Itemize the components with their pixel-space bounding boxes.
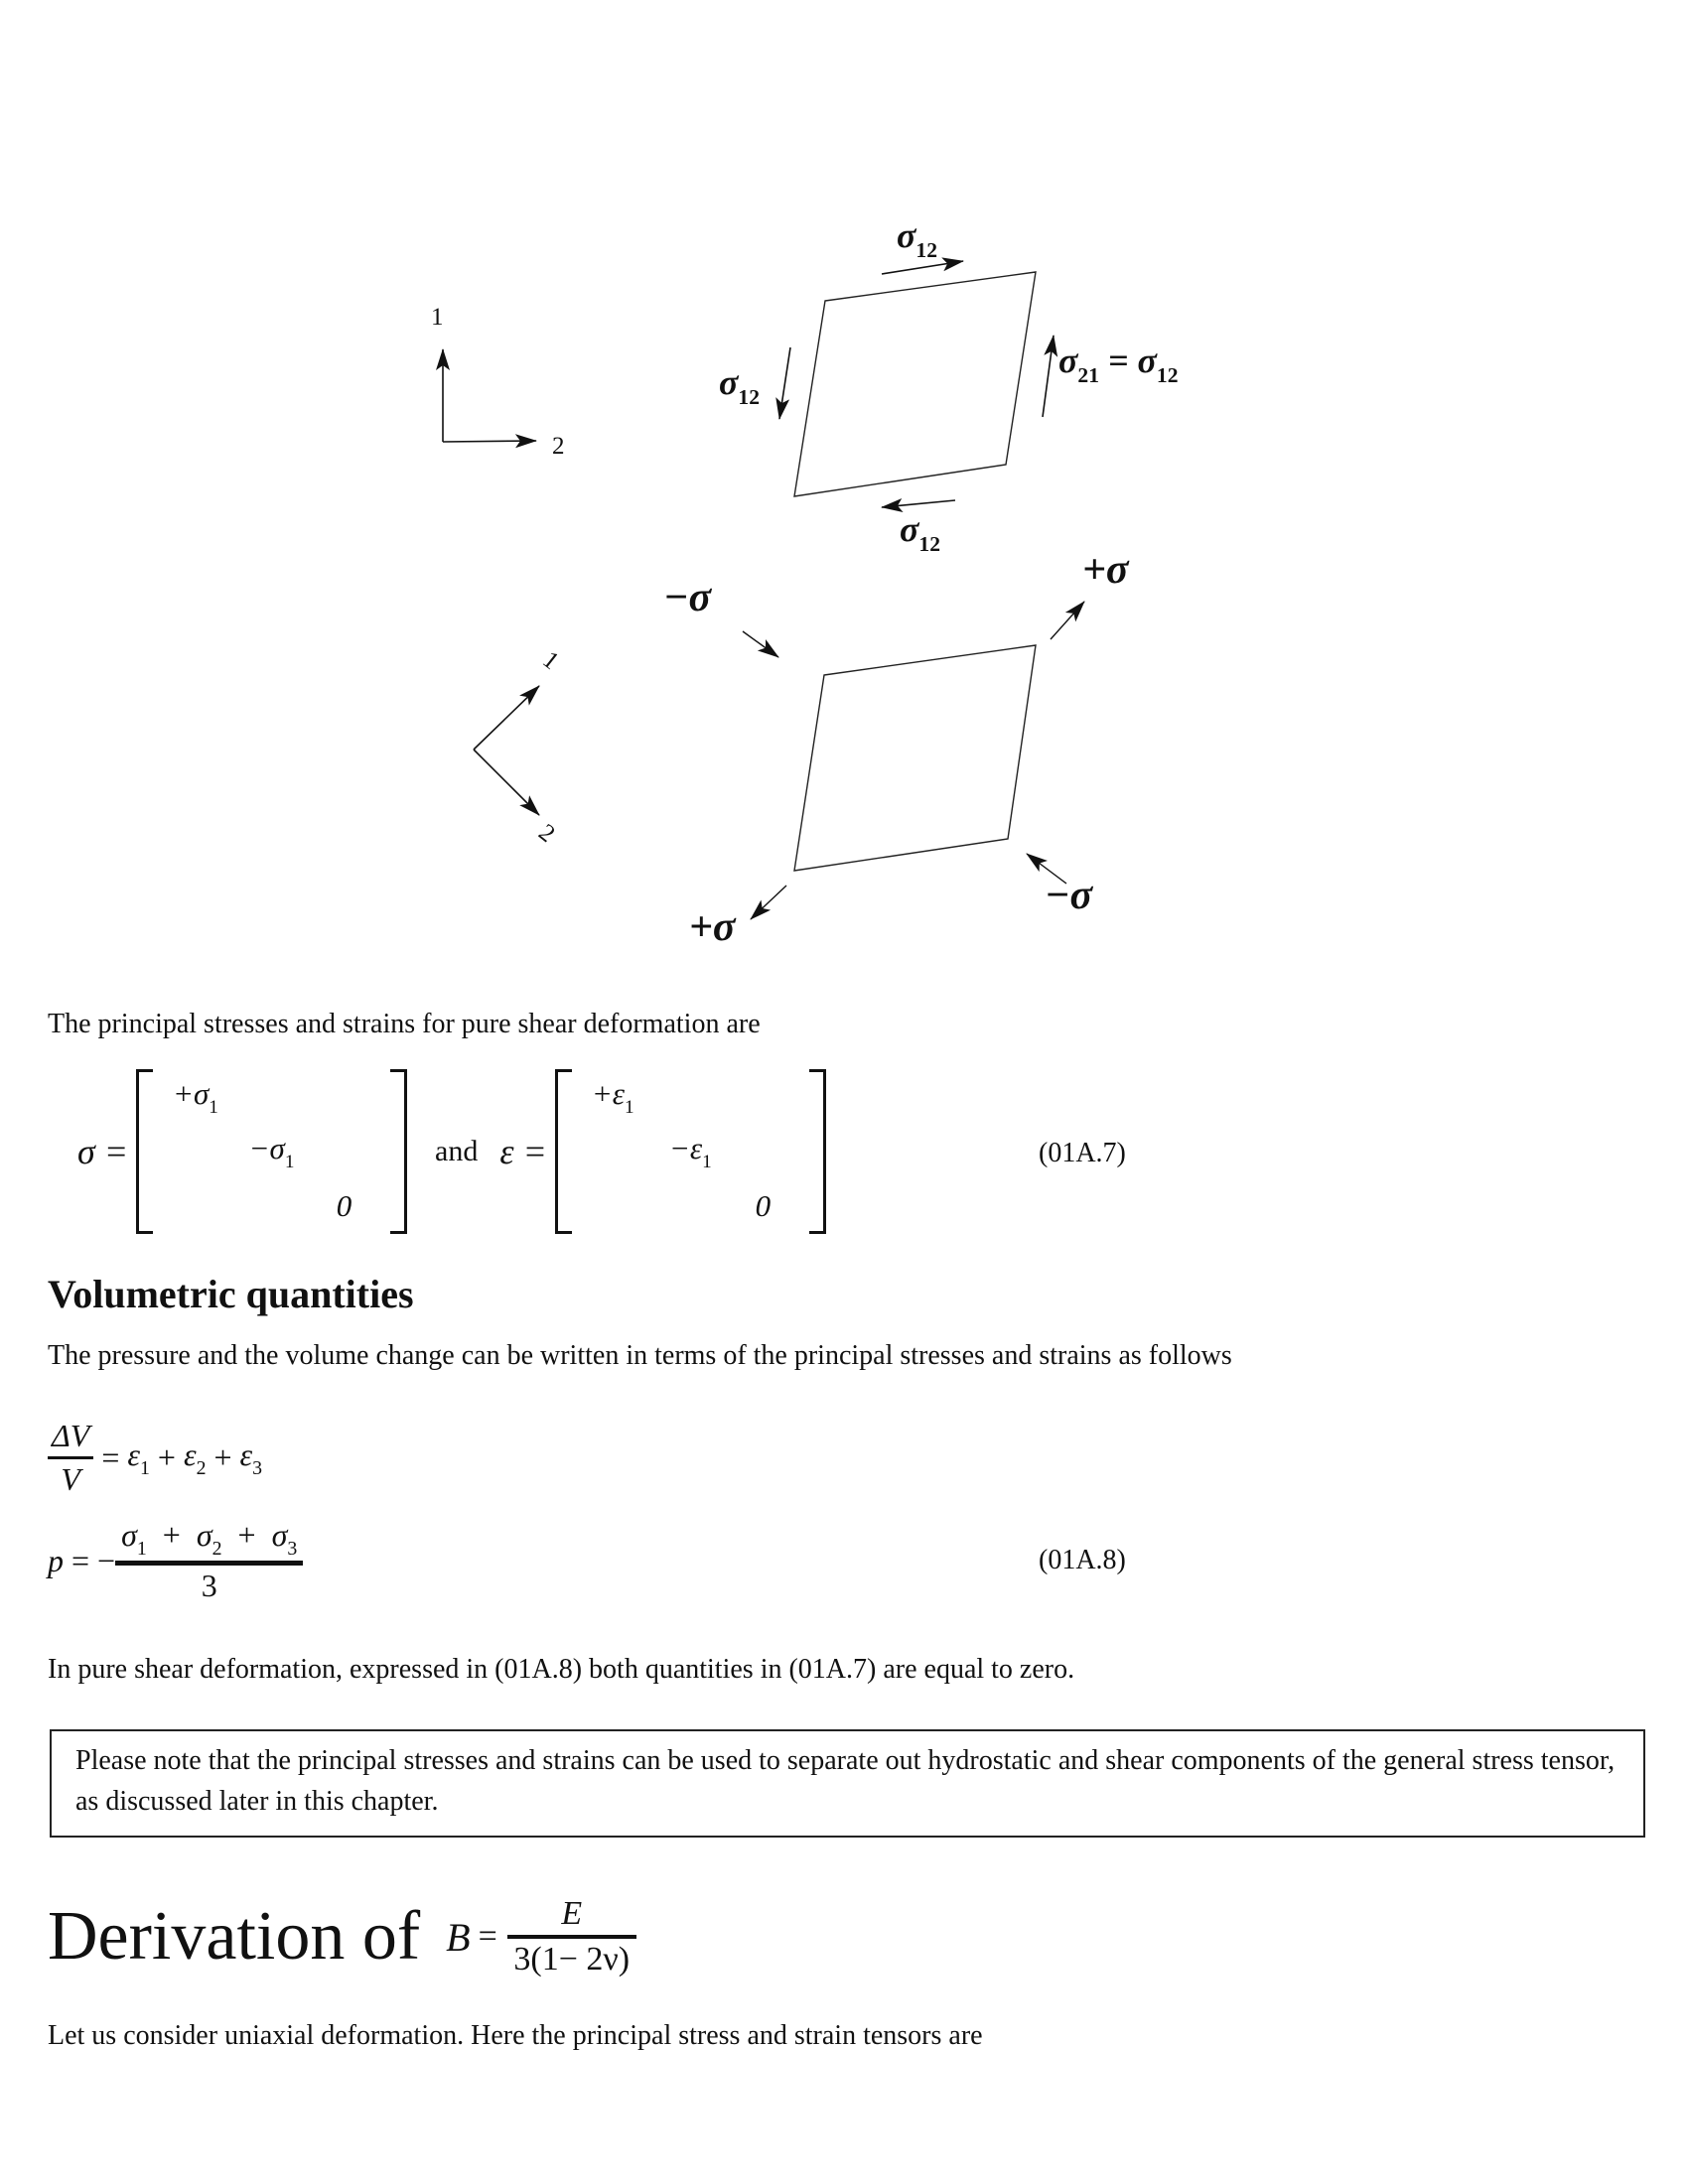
bracket-left bbox=[136, 1069, 153, 1234]
epsilon-matrix-entry-11: $+\varepsilon_1$ bbox=[591, 1075, 634, 1119]
sigma-lhs: σ = bbox=[77, 1132, 129, 1171]
plus-sigma-bottom-left-label: +σ bbox=[689, 904, 736, 950]
sigma-matrix bbox=[136, 1069, 407, 1234]
principal-square-outline bbox=[794, 645, 1036, 871]
equation-label-01A7: (01A.7) bbox=[1039, 1138, 1126, 1168]
axis2-label-1: 1 bbox=[537, 646, 564, 676]
equals-sign: = bbox=[101, 1438, 120, 1475]
sheared-square-outline bbox=[794, 272, 1036, 496]
epsilon1-term: $\varepsilon_1$ bbox=[127, 1435, 150, 1480]
uniaxial-paragraph: Let us consider uniaxial deformation. Here the principal stress and strain tensors are bbox=[48, 2020, 983, 2051]
bracket-left bbox=[555, 1069, 572, 1234]
sigma12-bottom-label: $\sigma_{12}$ bbox=[900, 509, 940, 557]
axis2-arrow-2 bbox=[474, 750, 539, 815]
volumetric-quantities-heading: Volumetric quantities bbox=[48, 1272, 414, 1316]
axis1-arrow-horizontal bbox=[443, 441, 536, 442]
epsilon2-term: $\varepsilon_2$ bbox=[183, 1435, 207, 1480]
volume-change-equation bbox=[48, 1410, 262, 1505]
axis2-arrow-1 bbox=[474, 686, 539, 750]
epsilon-matrix-entry-33: 0 bbox=[755, 1187, 772, 1223]
plus-sign: + bbox=[213, 1438, 232, 1475]
sigma-matrix-entry-11: $+\sigma_1$ bbox=[173, 1075, 218, 1119]
principal-tensors-equation bbox=[77, 1064, 826, 1239]
principal-arrow-top-right bbox=[1051, 602, 1084, 639]
equation-label-01A8: (01A.8) bbox=[1039, 1545, 1126, 1575]
axis2-label-2: 2 bbox=[533, 819, 560, 849]
p-lhs: p bbox=[48, 1542, 64, 1578]
plus-sigma-top-right-label: +σ bbox=[1082, 547, 1129, 593]
pure-shear-figure bbox=[377, 149, 1271, 983]
bracket-right bbox=[809, 1069, 826, 1234]
epsilon-lhs: ε = bbox=[499, 1132, 547, 1171]
and-word: and bbox=[435, 1135, 479, 1167]
sigma21-equals-sigma12-label: $\sigma_{21} = \sigma_{12}$ bbox=[1058, 341, 1179, 388]
principal-arrow-top-left bbox=[743, 631, 778, 657]
derivation-heading bbox=[48, 1879, 636, 1994]
shear-arrow-bottom bbox=[882, 500, 955, 507]
minus-sign: − bbox=[97, 1542, 116, 1578]
epsilon-matrix-entry-22: $-\varepsilon_1$ bbox=[668, 1130, 712, 1173]
intro-paragraph: The principal stresses and strains for pure shear deformation are bbox=[48, 1009, 761, 1039]
bracket-right bbox=[390, 1069, 407, 1234]
shear-arrow-top bbox=[882, 261, 963, 274]
shear-arrow-left bbox=[779, 347, 790, 419]
plus-sign: + bbox=[157, 1438, 176, 1475]
equals-sign: = bbox=[71, 1542, 90, 1578]
pure-shear-paragraph: In pure shear deformation, expressed in (01A.8) both quantities in (01A.7) are equal to zero. bbox=[48, 1654, 1075, 1685]
axis1-label-1: 1 bbox=[431, 304, 444, 331]
sigma12-top-label: $\sigma_{12}$ bbox=[897, 215, 937, 263]
bulk-modulus-formula: B = $\frac{E}{3(1- 2\nu)}$ bbox=[446, 1895, 636, 1979]
sigma-matrix-entry-22: $-\sigma_1$ bbox=[248, 1130, 295, 1173]
pressure-equation bbox=[48, 1513, 303, 1608]
minus-sigma-top-left-label: −σ bbox=[663, 575, 712, 620]
sigma12-left-label: $\sigma_{12}$ bbox=[719, 362, 760, 410]
epsilon-matrix bbox=[555, 1069, 826, 1234]
dv-over-v-fraction: $\frac{\Delta V}{V}$ bbox=[48, 1418, 93, 1498]
minus-sigma-bottom-right-label: −σ bbox=[1045, 873, 1093, 918]
principal-arrow-bottom-left bbox=[751, 886, 786, 919]
epsilon3-term: $\varepsilon_3$ bbox=[239, 1435, 263, 1480]
shear-arrow-right bbox=[1043, 336, 1054, 417]
sigma-matrix-entry-33: 0 bbox=[336, 1187, 352, 1223]
boxed-note: Please note that the principal stresses and strains can be used to separate out hydrostatic and shear components of the general stress tensor, as discussed later in this chapter. bbox=[50, 1729, 1645, 1838]
derivation-title-text: Derivation of bbox=[48, 1898, 421, 1975]
stress-sum-fraction: $\sigma_1 + \sigma_2 + \sigma_3$ 3 bbox=[115, 1517, 303, 1604]
volumetric-intro-paragraph: The pressure and the volume change can be written in terms of the principal stresses and strains as follows bbox=[48, 1340, 1232, 1371]
axis1-label-2: 2 bbox=[552, 433, 565, 460]
